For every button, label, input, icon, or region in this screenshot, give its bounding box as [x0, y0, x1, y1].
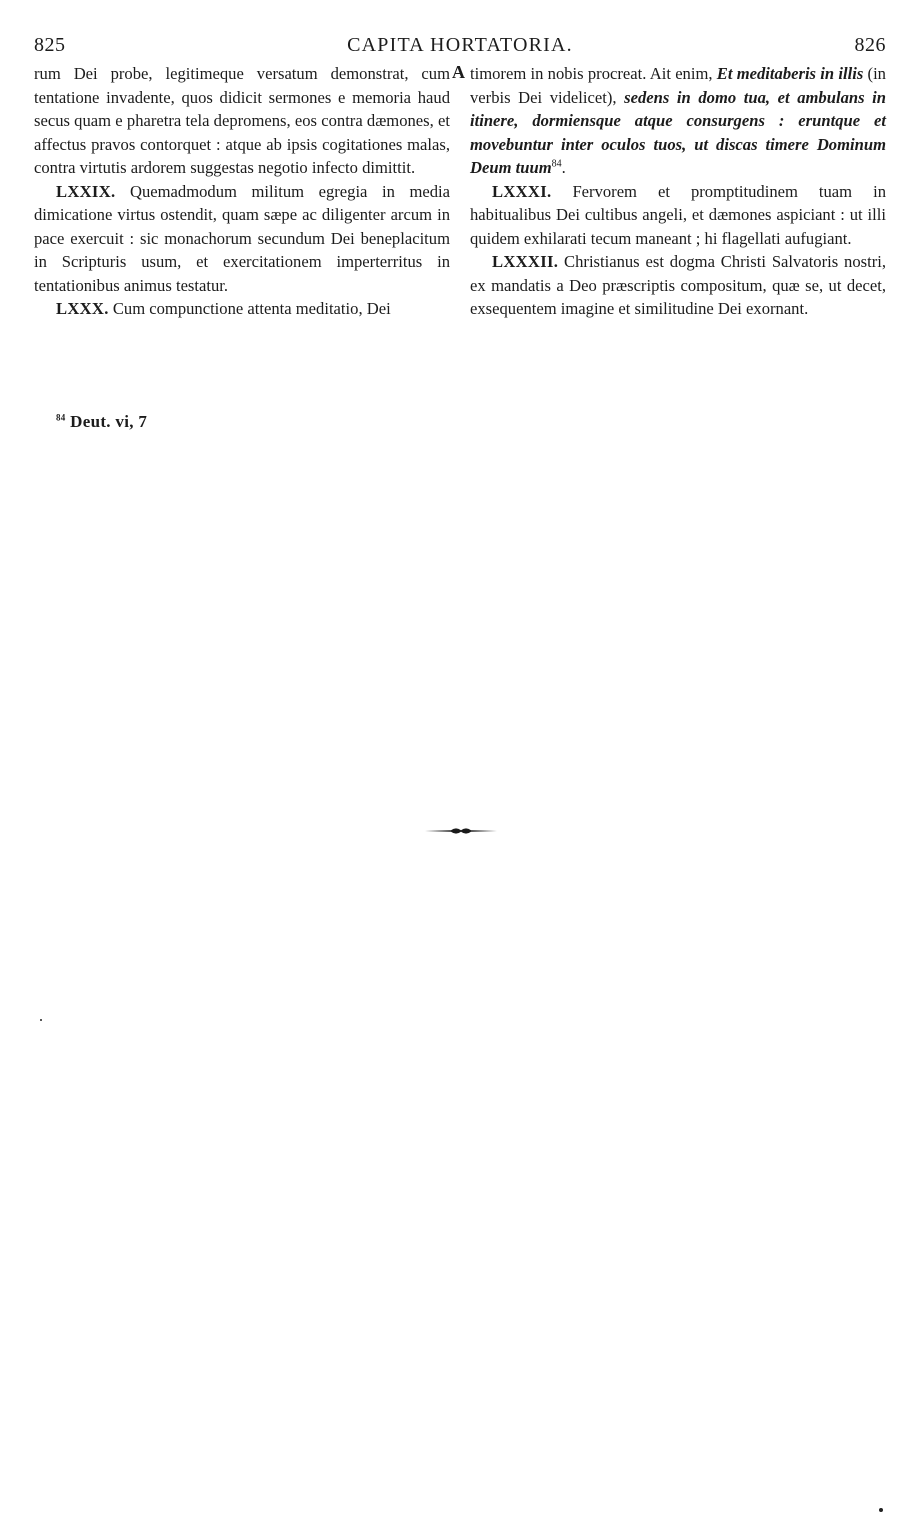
chapter-number: LXXXI. — [492, 181, 552, 201]
paper-speck — [40, 1019, 42, 1021]
left-column — [34, 62, 450, 321]
left-page-number: 825 — [34, 34, 66, 56]
column-marker: A — [452, 62, 465, 82]
chapter-lxxxi — [470, 180, 886, 251]
chapter-lxxxii — [470, 250, 886, 321]
paragraph-continued: rum Dei probe, legitimeque versatum demonstrat, cum tentatione invadente, quos didicit sermones e memoria haud secus quam e pharetra tela depromens, eos contra dæmones, et affectus pravos contorquet : atque ab ipsis cogitationes malas, contra virtutis ardorem suggestas negotio infecto dimittit. — [34, 64, 450, 177]
chapter-lxxx — [34, 297, 450, 321]
footnote-text: Deut. vi, 7 — [70, 412, 148, 431]
chapter-number: LXXIX. — [56, 181, 116, 201]
end-ornament-icon — [425, 820, 497, 842]
chapter-text: Fervorem et promptitudinem tuam in habitualibus Dei cultibus angeli, et dæmones aspiciant : ut illi quidem exhilarati tecum maneant ; hi flagellati aufugiant. — [470, 181, 886, 248]
footnote-mark: 84 — [56, 412, 66, 423]
scripture-quote: sedens in domo tua, et ambulans in itinere, dormiensque atque consurgens : eruntque et movebuntur inter oculos tuos, ut discas timere Dominum Deum tuum — [470, 87, 886, 177]
right-page-number: 826 — [854, 34, 886, 56]
paragraph-continued — [470, 62, 886, 180]
footnote — [56, 412, 147, 432]
text-run: (in verbis Dei videlicet), — [470, 64, 886, 107]
right-column — [470, 62, 886, 321]
page-header — [34, 34, 886, 60]
text-run: . — [561, 158, 566, 177]
chapter-number: LXXXII. — [492, 252, 559, 271]
chapter-lxxix — [34, 180, 450, 298]
chapter-text: Cum compunctione attenta meditatio, Dei — [112, 299, 391, 318]
scripture-quote: Et meditaberis in illis — [716, 64, 864, 83]
chapter-text: Christianus est dogma Christi Salvatoris nostri, ex mandatis a Deo præscriptis compositum, quæ se, ut decet, exsequentem imagine et similitudine Dei exornant. — [470, 252, 886, 318]
chapter-text: Quemadmodum militum egregia in media dimicatione virtus ostendit, quam sæpe ac diligenter arcum in pace exercuit : sic monachorum secundum Dei beneplacitum in Scripturis usum, et exercitationem imperterritus in tentationibus animus testatur. — [34, 181, 450, 295]
footnote-ref: 84 — [551, 158, 562, 170]
text-run: timorem in nobis procreat. Ait enim, — [470, 64, 713, 83]
chapter-number: LXXX. — [56, 299, 109, 318]
running-title: CAPITA HORTATORIA. — [347, 34, 573, 56]
paper-speck — [879, 1508, 883, 1512]
